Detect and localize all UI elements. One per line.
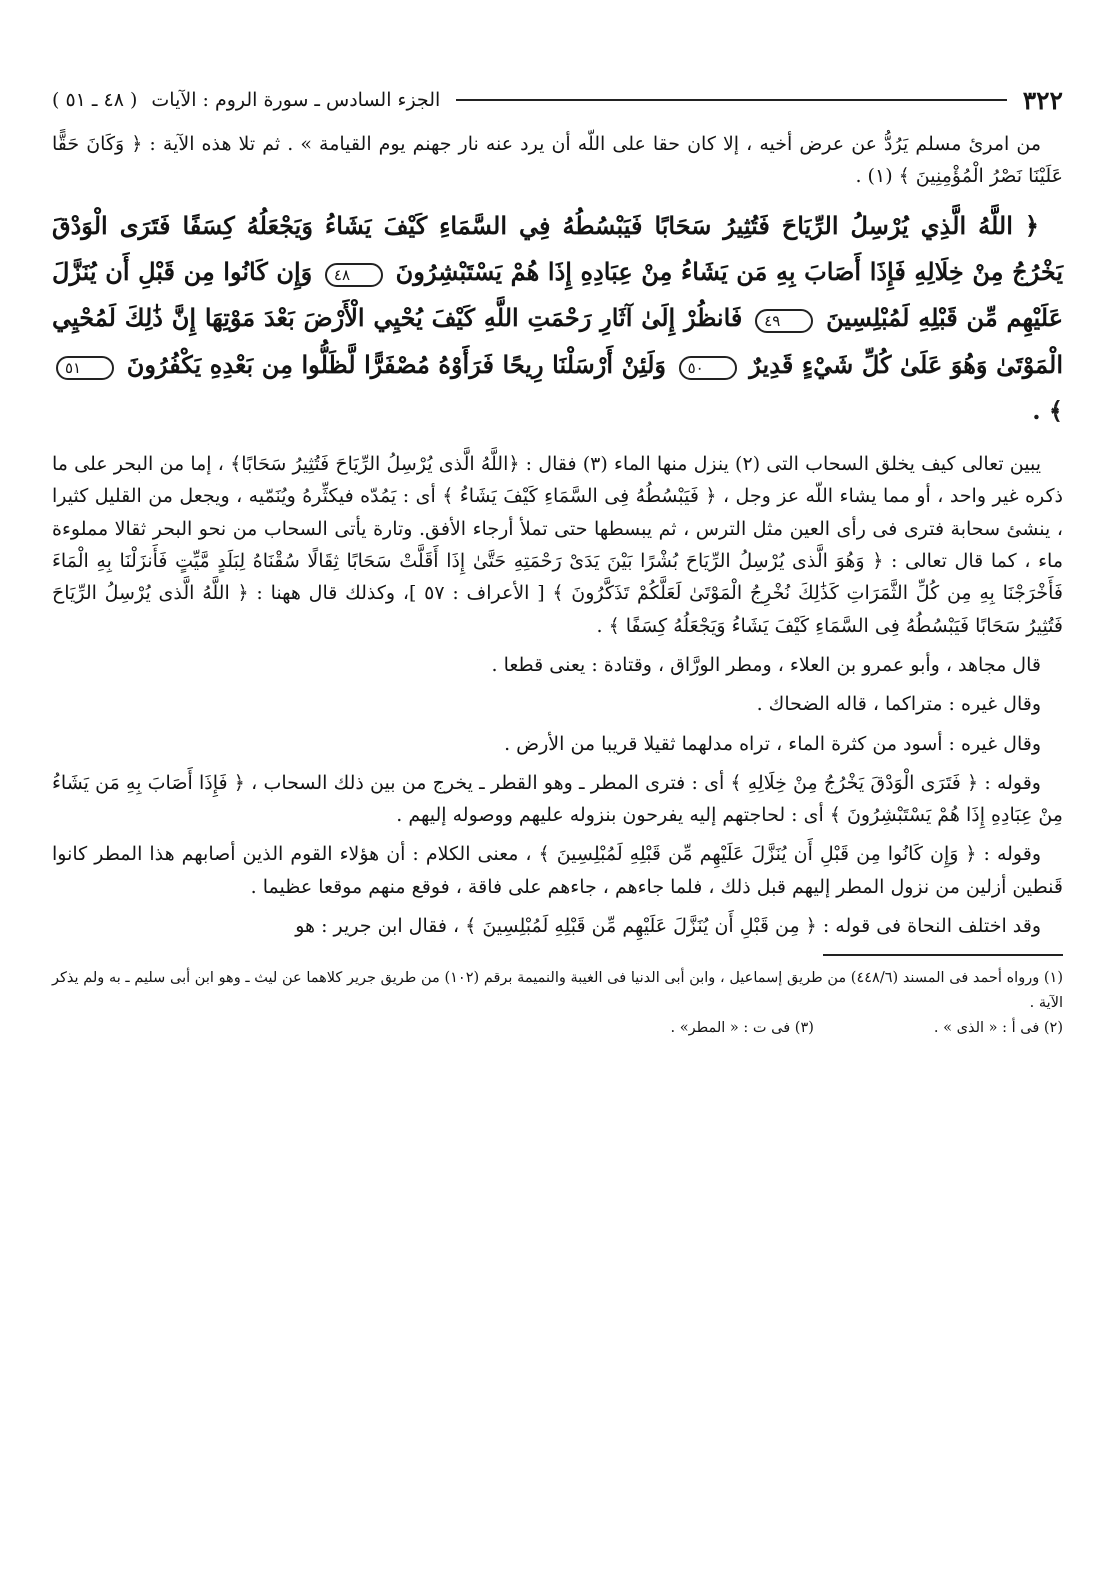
- paragraph-5: وقال غيره : أسود من كثرة الماء ، تراه مدلهما ثقيلا قريبا من الأرض .: [504, 732, 1041, 755]
- verse-closing-bracket: ﴾ .: [1032, 395, 1063, 425]
- ayah-number-48: ٤٨: [325, 263, 383, 287]
- footnote-1: (١) ورواه أحمد فى المسند (٤٤٨/٦) من طريق إسماعيل ، وابن أبى الدنيا فى الغيبة والنميمة برقم (١٠٢) من طريق جرير كلاهما عن ليث ـ وهو ابن أبى سليم ـ به ولم يذكر الآية .: [52, 970, 1063, 1011]
- header-rule: [456, 99, 1006, 101]
- header-ayat-range: ( ٤٨ ـ ٥١ ): [52, 89, 138, 111]
- paragraph-2: يبين تعالى كيف يخلق السحاب التى (٢) ينزل منها الماء (٣) فقال : ﴿اللَّهُ الَّذى يُرْسِلُ الرِّيَاحَ فَتُثِيرُ سَحَابًا﴾ ، إما من البحر على ما ذكره غير واحد ، أو مما يشاء اللّه عز وجل ، ﴿ فَيَبْسُطُهُ فِى السَّمَاءِ كَيْفَ يَشَاءُ ﴾ أى : يَمُدّه فيكثِّرهُ ويُنَمّيه ، ويجعل من القليل كثيرا ، ينشئ سحابة فترى فى رأى العين مثل الترس ، ثم يبسطها حتى تملأ أرجاء الأفق. وتارة يأتى السحاب من نحو البحر ثقالا مملوءة ماء ، كما قال تعالى : ﴿ وَهُوَ الَّذى يُرْسِلُ الرِّيَاحَ بُشْرًا بَيْنَ يَدَىْ رَحْمَتِهِ حَتَّىٰ إِذَا أَقَلَّتْ سَحَابًا ثِقَالًا سُقْنَاهُ لِبَلَدٍ مَّيِّتٍ فَأَنزَلْنَا بِهِ الْمَاءَ فَأَخْرَجْنَا بِهِ مِن كُلِّ الثَّمَرَاتِ كَذَٰلِكَ نُخْرِجُ الْمَوْتَىٰ لَعَلَّكُمْ تَذَكَّرُونَ ﴾ [ الأعراف : ٥٧ ]، وكذلك قال ههنا : ﴿ اللَّهُ الَّذى يُرْسِلُ الرِّيَاحَ فَتُثِيرُ سَحَابًا فَيَبْسُطُهُ فِى السَّمَاءِ كَيْفَ يَشَاءُ وَيَجْعَلُهُ كِسَفًا ﴾ .: [52, 453, 1063, 637]
- verse-text-51: وَلَئِنْ أَرْسَلْنَا رِيحًا فَرَأَوْهُ مُصْفَرًّا لَّظَلُّوا مِن بَعْدِهِ يَكْفُرُونَ: [126, 349, 667, 379]
- ayah-number-51: ٥١: [56, 356, 114, 380]
- paragraph-1: من امرئ مسلم يَرُدُّ عن عرض أخيه ، إلا كان حقا على اللّه أن يرد عنه نار جهنم يوم القيامة » . ثم تلا هذه الآية : ﴿ وَكَانَ حَقًّا عَلَيْنَا نَصْرُ الْمُؤْمِنِينَ ﴾ (١) .: [52, 133, 1063, 188]
- footnote-row: [52, 1016, 1063, 1041]
- quran-verse-block: [52, 203, 1063, 435]
- verse-text-49: وَإِن كَانُوا مِن قَبْلِ أَن يُنَزَّلَ عَلَيْهِم مِّن قَبْلِهِ لَمُبْلِسِينَ: [52, 256, 1064, 333]
- footnote-divider: [823, 954, 1063, 956]
- paragraph-7: وقوله : ﴿ وَإِن كَانُوا مِن قَبْلِ أَن يُنَزَّلَ عَلَيْهِم مِّن قَبْلِهِ لَمُبْلِسِينَ ﴾ ، معنى الكلام : أن هؤلاء القوم الذين أصابهم هذا المطر كانوا قَنطين أزلين من نزول المطر إليهم قبل ذلك ، فلما جاءهم ، جاءهم على فاقة ، فوقع منهم موقعا عظيما .: [52, 843, 1063, 898]
- paragraph-8: وقد اختلف النحاة فى قوله : ﴿ مِن قَبْلِ أَن يُنَزَّلَ عَلَيْهِم مِّن قَبْلِهِ لَمُبْلِسِينَ ﴾ ، فقال ابن جرير : هو: [295, 915, 1041, 938]
- page-number: ٣٢٢: [1022, 85, 1063, 115]
- header-title: الجزء السادس ـ سورة الروم : الآيات: [151, 89, 441, 111]
- footnote-3: (٣) فى ت : « المطر» .: [670, 1019, 814, 1036]
- ayah-number-49: ٤٩: [755, 309, 813, 333]
- verse-text-50: فَانظُرْ إِلَىٰ آثَارِ رَحْمَتِ اللَّهِ كَيْفَ يُحْيِي الْأَرْضَ بَعْدَ مَوْتِهَا إِنَّ ذَٰلِكَ لَمُحْيِي الْمَوْتَىٰ وَهُوَ عَلَىٰ كُلِّ شَيْءٍ قَدِيرٌ: [52, 303, 1064, 379]
- running-header: [52, 78, 1063, 122]
- ayah-number-50: ٥٠: [679, 356, 737, 380]
- paragraph-6: وقوله : ﴿ فَتَرَى الْوَدْقَ يَخْرُجُ مِنْ خِلَالِهِ ﴾ أى : فترى المطر ـ وهو القطر ـ يخرج من بين ذلك السحاب ، ﴿ فَإِذَا أَصَابَ بِهِ مَن يَشَاءُ مِنْ عِبَادِهِ إِذَا هُمْ يَسْتَبْشِرُونَ ﴾ أى : لحاجتهم إليه يفرحون بنزوله عليهم ووصوله إليهم .: [52, 771, 1063, 827]
- footnote-2: (٢) فى أ : « الذى » .: [933, 1019, 1063, 1036]
- paragraph-4: وقال غيره : متراكما ، قاله الضحاك .: [756, 693, 1041, 716]
- verse-text-48: ﴿ اللَّهُ الَّذِي يُرْسِلُ الرِّيَاحَ فَتُثِيرُ سَحَابًا فَيَبْسُطُهُ فِي السَّمَاءِ كَيْفَ يَشَاءُ وَيَجْعَلُهُ كِسَفًا فَتَرَى الْوَدْقَ يَخْرُجُ مِنْ خِلَالِهِ فَإِذَا أَصَابَ بِهِ مَن يَشَاءُ مِنْ عِبَادِهِ إِذَا هُمْ يَسْتَبْشِرُونَ: [52, 210, 1063, 286]
- paragraph-3: قال مجاهد ، وأبو عمرو بن العلاء ، ومطر الورَّاق ، وقتادة : يعنى قطعا .: [491, 653, 1041, 676]
